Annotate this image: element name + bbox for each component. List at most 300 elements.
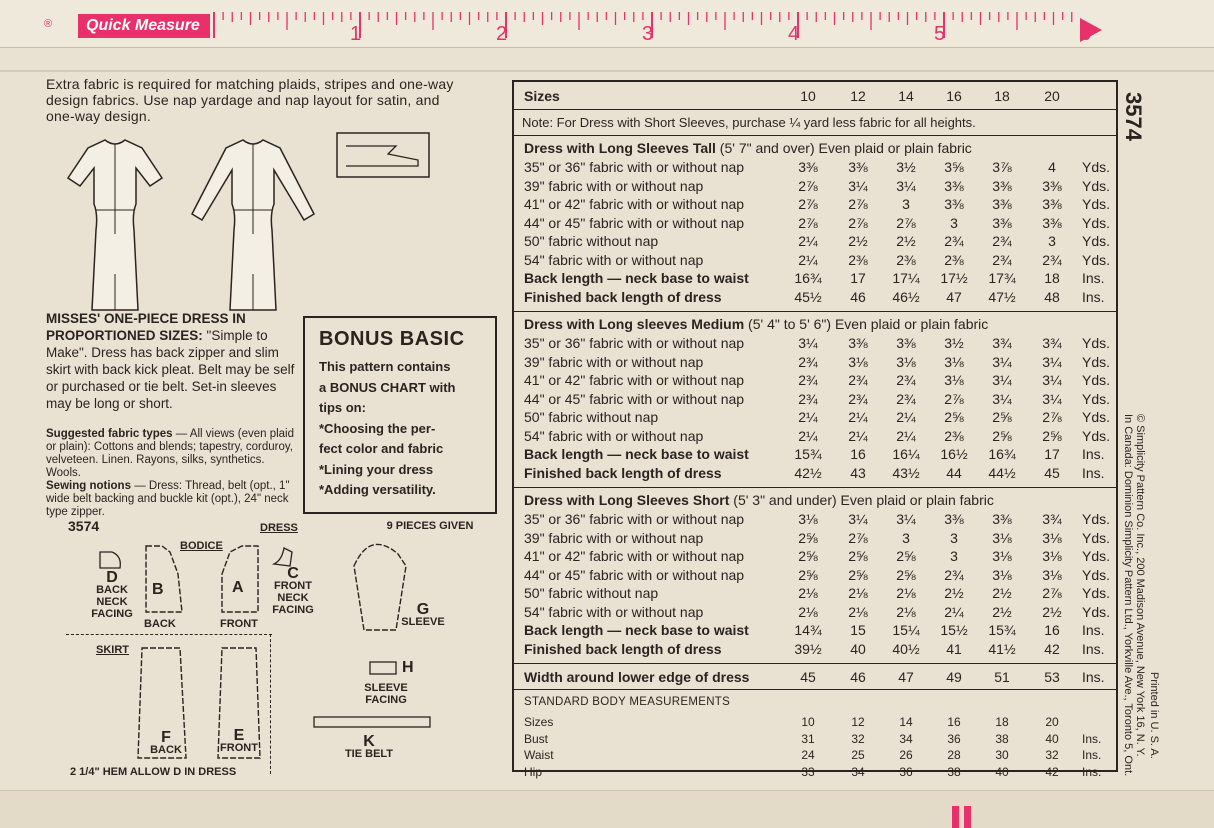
row-label: 54" fabric with or without nap [524,251,704,268]
row-value: 16 [947,715,961,729]
yardage-row [514,603,1116,622]
row-value: 41½ [988,640,1016,657]
row-value: 2½ [848,233,868,249]
size-value: 18 [994,88,1010,104]
printed-text: Printed in U. S. A. [1148,672,1160,759]
row-label: 39" fabric with or without nap [524,177,704,194]
row-value: 28 [947,748,961,762]
row-value: 25 [851,748,865,762]
section-title-rest: (5' 3" and under) Even plaid or plain fabric [729,492,994,508]
row-value: 45 [1044,464,1060,481]
row-value: 2⅞ [1042,409,1062,425]
piece-name: BACK NECK FACING [91,584,133,620]
row-value: 2⅞ [798,214,818,231]
yardage-row [514,529,1116,548]
registered-mark: ® [44,18,53,30]
row-value: 3⅛ [848,353,868,370]
row-value: 3⅛ [798,511,818,527]
row-unit: Yds. [1082,409,1111,425]
row-value: 2¼ [798,251,818,268]
row-label: 35" or 36" fabric with or without nap [524,159,745,175]
row-value: 42 [1044,640,1060,657]
row-unit: Yds. [1082,159,1111,175]
yardage-row [514,195,1116,214]
canada-text: In Canada: Dominion Simplicity Pattern Ltd., Yorkville Ave., Toronto 5, Ont. [1122,414,1134,777]
row-value: 44½ [988,464,1016,481]
envelope-bottom-edge [0,790,1214,828]
row-value: 2⅞ [798,177,818,194]
row-value: 2¼ [848,409,868,425]
piece-f-label [146,729,186,756]
row-label: 35" or 36" fabric with or without nap [524,511,745,527]
row-unit: Yds. [1082,335,1111,351]
row-unit: Yds. [1082,390,1111,407]
row-value: 2⅛ [798,585,818,601]
row-value: 18 [995,715,1009,729]
yardage-row [514,547,1116,566]
row-value: 48 [1044,288,1060,305]
row-label: Back length — neck base to waist [524,270,749,286]
row-value: 20 [1045,715,1059,729]
row-value: 2¼ [944,603,964,620]
yardage-row [514,177,1116,196]
row-value: 38 [947,764,961,779]
row-value: 3¼ [1042,353,1062,370]
row-value: 17½ [940,270,968,286]
piece-letter: D [106,569,118,586]
row-value: 2⅞ [944,390,964,407]
piece-e-label [214,727,264,754]
row-label: 54" fabric with or without nap [524,427,704,444]
row-unit: Ins. [1082,622,1105,638]
hem-note: 2 1/4" HEM ALLOW D IN DRESS [70,766,237,778]
row-value: 40 [995,764,1009,779]
row-unit: Yds. [1082,214,1111,231]
copyright-text: © Simplicity Pattern Co. Inc., 200 Madison Avenue, New York 16, N. Y. [1134,414,1146,757]
row-label: 41" or 42" fabric with or without nap [524,372,745,388]
row-label: Finished back length of dress [524,288,722,305]
row-value: 32 [1045,748,1059,762]
row-value: 3 [902,529,910,546]
row-value: 3¼ [992,390,1012,407]
row-unit: Yds. [1082,427,1111,444]
row-value: 2⅝ [944,409,964,425]
pink-marker [952,806,974,828]
row-value: 39½ [794,640,822,657]
piece-h-letter: H [402,659,414,676]
bodice-label: BODICE [180,540,223,552]
description-body: "Simple to Make". Dress has back zipper and slim skirt with back kick pleat. Belt may be self or purchased or tie belt. Set-in sleeves may be long or short. [46,328,295,411]
row-value: 2¾ [944,566,964,583]
yardage-row [514,427,1116,446]
row-value: 3¼ [848,511,868,527]
row-value: 2⅜ [896,251,916,268]
section-title-rest: (5' 4" to 5' 6") Even plaid or plain fabric [744,316,989,332]
dress-label: DRESS [260,522,298,534]
dress-sketch-long-sleeve [188,134,318,314]
row-value: 2¾ [848,390,868,407]
row-label: Back length — neck base to waist [524,446,749,462]
body-measurements-title: STANDARD BODY MEASUREMENTS [524,696,731,708]
pattern-description [46,310,296,412]
row-label: Finished back length of dress [524,640,722,657]
row-value: 3½ [944,335,964,351]
row-value: 3⅜ [992,214,1012,231]
row-value: 3¾ [992,335,1012,351]
width-row [514,668,1116,687]
bonus-line: a BONUS CHART with [319,379,456,395]
row-value: 3¼ [1042,390,1062,407]
bonus-line: This pattern contains [319,359,451,374]
row-value: 18 [1044,270,1060,286]
size-value: 20 [1044,88,1060,104]
piece-d-outline [98,548,124,570]
row-value: 2¾ [798,390,818,407]
row-value: 38 [995,731,1009,746]
ruler-arrow-icon [1080,18,1102,42]
row-value: 3⅜ [992,177,1012,194]
measurement-row [514,764,1116,780]
bonus-line: *Adding versatility. [319,482,436,497]
intro-note: Extra fabric is required for matching plaids, stripes and one-way design fabrics. Use nap yardage and nap layout for satin, and one-way design. [46,76,454,124]
row-value: 2⅞ [848,214,868,231]
row-value: 2¼ [798,233,818,249]
row-value: 3¼ [992,353,1012,370]
separator-vertical [270,634,271,774]
row-value: 2¼ [896,409,916,425]
row-value: 17¼ [892,270,920,286]
row-value: 3⅜ [1042,196,1062,212]
row-label: 44" or 45" fabric with or without nap [524,214,745,231]
row-value: 32 [851,731,865,746]
row-value: 3¼ [896,511,916,527]
row-value: 36 [899,764,913,779]
measurement-row [514,714,1116,730]
piece-d-label [88,569,136,620]
inch-ruler [210,8,1092,45]
row-value: 15½ [940,622,968,638]
yardage-row [514,445,1116,464]
piece-name: FRONT NECK FACING [272,580,314,616]
row-value: 15¾ [988,622,1016,638]
yardage-section [514,488,1116,664]
section-title [524,315,988,333]
row-value: 2¾ [992,251,1012,268]
piece-name: BACK [150,744,182,756]
row-value: 3⅛ [896,353,916,370]
row-label: 50" fabric without nap [524,233,659,249]
yardage-row [514,353,1116,372]
row-value: 47½ [988,288,1016,305]
row-value: 2⅞ [848,196,868,212]
row-label: Back length — neck base to waist [524,622,749,638]
yardage-row [514,251,1116,270]
row-value: 15 [850,622,866,638]
bonus-basic-box [303,316,497,514]
row-unit: Yds. [1082,603,1111,620]
row-value: 3⅛ [1042,548,1062,564]
row-unit: Yds. [1082,353,1111,370]
section-title-bold: Dress with Long sleeves Medium [524,316,745,332]
row-value: 17¾ [988,270,1016,286]
row-label: 41" or 42" fabric with or without nap [524,196,745,212]
row-value: 3⅜ [1042,214,1062,231]
row-label: Width around lower edge of dress [524,669,750,685]
row-value: 16 [1044,622,1060,638]
piece-b-letter: B [152,581,164,598]
row-value: 46 [850,288,866,305]
piece-a-letter: A [232,579,244,596]
row-value: 2¾ [944,233,964,249]
piece-b-name: BACK [144,618,176,630]
yardage-row [514,640,1116,659]
size-value: 14 [898,88,914,104]
piece-b-outline [142,544,188,616]
side-pattern-number: 3574 [1121,92,1146,141]
row-value: 3⅛ [992,529,1012,546]
piece-g-label [398,601,448,628]
row-unit: Ins. [1082,464,1105,481]
row-value: 2⅜ [944,251,964,268]
row-value: 3⅜ [798,159,818,175]
yardage-chart [512,80,1118,779]
row-value: 2⅞ [848,529,868,546]
section-title-rest: (5' 7" and over) Even plaid or plain fabric [715,140,972,156]
row-value: 16 [850,446,866,462]
yardage-row [514,584,1116,603]
yardage-row [514,214,1116,233]
row-unit: Yds. [1082,233,1111,249]
row-value: 16¼ [892,446,920,462]
row-value: 3⅛ [1042,529,1062,546]
dress-sketch-short-sleeve [60,134,170,314]
row-value: 3⅛ [944,372,964,388]
piece-c-label [266,565,320,616]
row-value: 2¾ [896,372,916,388]
row-unit: Ins. [1082,748,1102,762]
yardage-row [514,621,1116,640]
suggested-fabrics-label: Suggested fabric types [46,428,173,440]
row-value: 2¾ [848,372,868,388]
sizes-header-row [514,82,1116,110]
piece-h-name: SLEEVE FACING [364,682,408,706]
piece-h-outline [368,660,398,676]
section-title [524,139,972,157]
row-value: 43½ [892,464,920,481]
yardage-row [514,566,1116,585]
row-value: 3⅞ [992,159,1012,175]
ruler-number: 4 [788,23,800,45]
row-unit: Ins. [1082,288,1105,305]
yardage-row [514,158,1116,177]
row-unit: Ins. [1082,764,1102,779]
row-value: 14¾ [794,622,822,638]
suggested-fabrics-text: — All views (even plaid or plain): Cottons and blends; tapestry, corduroy, velveteen. Linen. Rayons, silks, synthetics. Wools. [46,428,294,479]
row-label: 54" fabric with or without nap [524,603,704,620]
row-value: 3⅛ [992,548,1012,564]
piece-letter: K [363,733,375,750]
bonus-line: fect color and fabric [319,441,444,456]
row-value: 2⅞ [1042,585,1062,601]
yardage-row [514,510,1116,529]
ruler-number: 6 [1080,23,1092,45]
ruler-number: 3 [642,23,654,45]
yardage-section [514,312,1116,488]
row-value: 17 [850,270,866,286]
row-unit: Yds. [1082,548,1111,564]
section-title-bold: Dress with Long Sleeves Short [524,492,730,508]
row-unit: Yds. [1082,585,1111,601]
row-value: 40½ [892,640,920,657]
row-value: 2⅛ [848,603,868,620]
row-value: 2¼ [896,427,916,444]
bonus-line: *Lining your dress [319,461,434,477]
row-unit: Ins. [1082,270,1105,286]
yardage-row [514,288,1116,307]
row-unit: Yds. [1082,511,1111,527]
row-value: 2¾ [798,353,818,370]
row-value: 3¼ [992,372,1012,388]
piece-letter: E [233,727,245,744]
description-heading: MISSES' ONE-PIECE DRESS IN PROPORTIONED SIZES: [46,311,246,343]
row-value: 3¼ [1042,372,1062,388]
yardage-row [514,269,1116,288]
row-value: 2⅝ [896,548,916,564]
row-unit: Yds. [1082,529,1111,546]
row-value: 34 [899,731,913,746]
row-value: 31 [801,731,815,746]
row-label: Waist [524,748,554,762]
row-label: Bust [524,731,549,746]
bonus-line: tips on: [319,400,366,415]
piece-a-name: FRONT [220,618,258,630]
row-value: 2⅝ [798,566,818,583]
row-value: 3⅛ [1042,566,1062,583]
width-section [514,664,1116,690]
row-value: 2¾ [1042,251,1062,268]
skirt-label: SKIRT [96,644,129,656]
row-label: 35" or 36" fabric with or without nap [524,335,745,351]
piece-name: TIE BELT [344,748,394,760]
row-label: 39" fabric with or without nap [524,529,704,546]
row-value: 2¾ [896,390,916,407]
row-value: 3 [950,214,958,231]
row-value: 3⅜ [944,511,964,527]
row-value: 2⅛ [848,585,868,601]
piece-k-label [334,733,404,760]
row-value: 33 [801,764,815,779]
row-value: 2⅝ [798,548,818,564]
pieces-given-label: 9 PIECES GIVEN [386,520,474,532]
row-value: 2⅜ [848,251,868,268]
row-value: 3 [950,529,958,546]
row-unit: Ins. [1082,669,1105,685]
bonus-line: *Choosing the per- [319,420,436,436]
row-value: 46 [850,669,866,685]
row-value: 2½ [992,603,1012,620]
row-unit: Yds. [1082,251,1111,268]
row-value: 3 [1048,233,1056,249]
row-value: 3⅛ [992,566,1012,583]
row-value: 2⅝ [848,548,868,564]
piece-name: SLEEVE [401,616,445,628]
row-value: 49 [946,669,962,685]
row-value: 42 [1045,764,1059,779]
row-value: 16¾ [988,446,1016,462]
sizes-label: Sizes [524,88,560,104]
sizes-header [514,87,1116,106]
section-title-bold: Dress with Long Sleeves Tall [524,140,716,156]
row-unit: Ins. [1082,446,1105,462]
row-label: 50" fabric without nap [524,409,659,425]
row-value: 3¼ [798,335,818,351]
yardage-row [514,390,1116,409]
row-value: 3⅜ [1042,177,1062,194]
row-value: 3 [950,548,958,564]
section-title [524,491,994,509]
row-value: 43 [850,464,866,481]
row-unit: Yds. [1082,177,1111,194]
row-value: 2⅝ [992,427,1012,444]
separator-dashes [66,634,272,635]
row-value: 16½ [940,446,968,462]
row-value: 3⅛ [944,353,964,370]
row-value: 44 [946,464,962,481]
row-value: 2½ [992,585,1012,601]
pattern-number-small: 3574 [68,518,100,534]
sewing-notions-text: — Dress: Thread, belt (opt., 1" wide belt backing and buckle kit (opt.), 24" neck type zipper. [46,480,290,518]
row-value: 3¾ [1042,511,1062,527]
row-value: 2¾ [992,233,1012,249]
size-value: 12 [850,88,866,104]
row-label: 39" fabric with or without nap [524,353,704,370]
row-unit: Yds. [1082,196,1111,212]
tie-belt-sketch [336,132,430,178]
row-value: 2¼ [798,427,818,444]
row-value: 3⅜ [896,335,916,351]
row-value: 17 [1044,446,1060,462]
row-value: 3⅜ [944,177,964,194]
row-value: 45½ [794,288,822,305]
short-sleeve-note: Note: For Dress with Short Sleeves, purchase ¼ yard less fabric for all heights. [514,110,1116,136]
bonus-title: BONUS BASIC [319,328,465,350]
fabric-notes [46,428,296,519]
row-value: 16¾ [794,270,822,286]
row-value: 3¾ [1042,335,1062,351]
yardage-row [514,334,1116,353]
row-unit: Yds. [1082,566,1111,583]
row-value: 3⅜ [944,196,964,212]
ruler-number: 1 [350,23,362,45]
row-value: 41 [946,640,962,657]
row-value: 2⅛ [896,603,916,620]
row-value: 2¼ [798,409,818,425]
row-value: 4 [1048,159,1056,175]
row-value: 2¼ [848,427,868,444]
piece-letter: C [287,565,299,582]
size-value: 16 [946,88,962,104]
measurement-row [514,731,1116,747]
row-value: 3¼ [896,177,916,194]
yardage-row [514,232,1116,251]
row-value: 3⅜ [848,159,868,175]
row-value: 2⅞ [896,214,916,231]
row-value: 14 [899,715,913,729]
row-value: 3⅜ [992,196,1012,212]
row-value: 2½ [944,585,964,601]
row-label: 41" or 42" fabric with or without nap [524,548,745,564]
row-unit: Ins. [1082,731,1102,746]
